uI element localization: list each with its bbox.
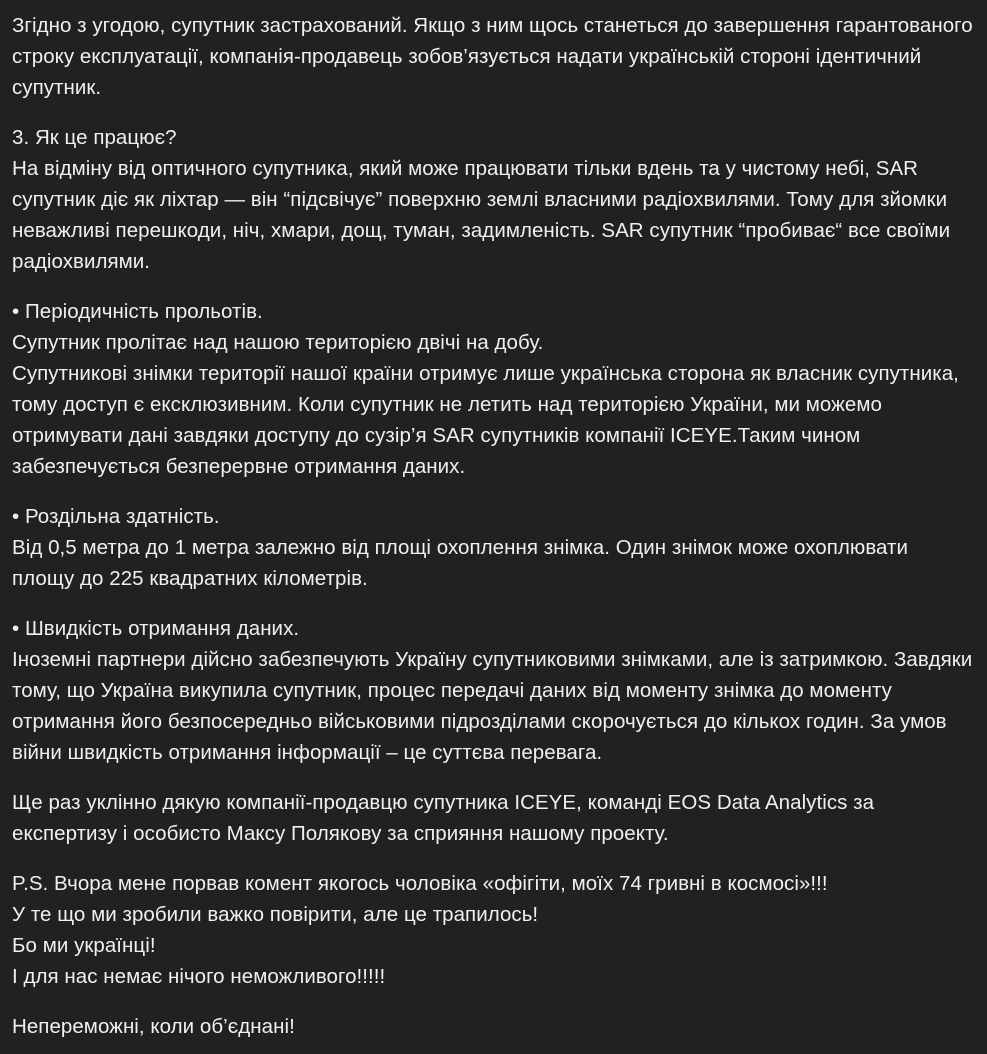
paragraph-ps-line-3: Бо ми українці! <box>12 934 156 957</box>
paragraph-closing: Непереможні, коли об’єднані! <box>12 1015 295 1038</box>
paragraph-ps-line-1: P.S. Вчора мене порвав комент якогось чоловіка «офігіти, моїх 74 гривні в космосі»!!! <box>12 872 828 895</box>
paragraph-ps-line-2: У те що ми зробили важко повірити, але це трапилось! <box>12 903 539 926</box>
paragraph-ps-line-4: І для нас немає нічого неможливого!!!!! <box>12 965 386 988</box>
paragraph-sar-explanation: На відміну від оптичного супутника, який може працювати тільки вдень та у чистому небі, SAR супутник діє як ліхтар — він “підсвічує” поверхню землі власними радіохвилями. Тому для зйомки неважливі перешкоди, ніч, хмари, дощ, туман, задимленість. SAR супутник “пробиває“ все своїми радіохвилями. <box>12 157 956 273</box>
paragraph-bullet-speed-body: Іноземні партнери дійсно забезпечують Україну супутниковими знімками, але із затримкою. Завдяки тому, що Україна викупила супутник, процес передачі даних від моменту знімка до моменту отримання його безпосередньо військовими підрозділами скорочується до кількох годин. За умов війни швидкість отримання інформації – це суттєва перевага. <box>12 648 979 764</box>
paragraph-bullet-flyover-title: • Періодичність прольотів. <box>12 300 263 323</box>
paragraph-intro-insurance: Згідно з угодою, супутник застрахований. Якщо з ним щось станеться до завершення гарантованого строку експлуатації, компанія-продавець зобов’язується надати українській стороні ідентичний супутник. <box>12 14 979 99</box>
paragraph-bullet-flyover-body: Супутникові знімки території нашої країни отримує лише українська сторона як власник супутника, тому доступ є ексклюзивним. Коли супутник не летить над територією України, ми можемо отримувати дані завдяки доступу до сузір’я SAR супутників компанії ICEYE.Таким чином забезпечується безперервне отримання даних. <box>12 362 965 478</box>
paragraph-thanks: Ще раз уклінно дякую компанії-продавцю супутника ICEYE, команді EOS Data Analytics за експертизу і особисто Максу Полякову за сприяння нашому проекту. <box>12 791 880 845</box>
paragraph-heading-how-it-works: 3. Як це працює? <box>12 126 177 149</box>
paragraph-bullet-flyover-line-1: Супутник пролітає над нашою територією двічі на добу. <box>12 331 544 354</box>
paragraph-bullet-resolution-body: Від 0,5 метра до 1 метра залежно від площі охоплення знімка. Один знімок може охоплювати площу до 225 квадратних кілометрів. <box>12 536 914 590</box>
paragraph-bullet-speed-title: • Швидкість отримання даних. <box>12 617 300 640</box>
paragraph-bullet-resolution-title: • Роздільна здатність. <box>12 505 220 528</box>
